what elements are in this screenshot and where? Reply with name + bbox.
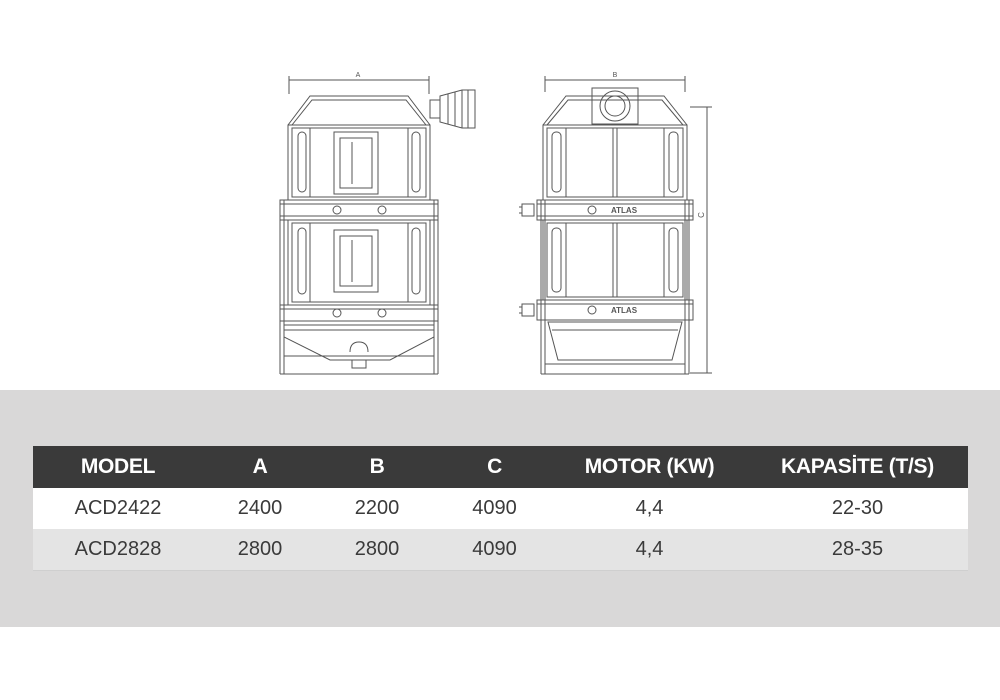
- side-view: [519, 76, 712, 374]
- header-motor: MOTOR (KW): [552, 446, 747, 488]
- table-header-row: [33, 446, 968, 488]
- dimension-c-label: C: [697, 212, 706, 218]
- table-row: [33, 488, 968, 529]
- cell-a: 2400: [203, 488, 317, 529]
- header-model: MODEL: [33, 446, 203, 488]
- brand-label-lower: ATLAS: [610, 306, 638, 315]
- table-row: [33, 529, 968, 571]
- brand-label-upper: ATLAS: [610, 206, 638, 215]
- spec-table: [33, 446, 968, 571]
- header-capacity: KAPASİTE (T/S): [747, 446, 968, 488]
- cell-b: 2200: [317, 488, 437, 529]
- cell-model: ACD2422: [33, 488, 203, 529]
- cell-motor: 4,4: [552, 529, 747, 571]
- cell-c: 4090: [437, 529, 552, 571]
- cell-capacity: 22-30: [747, 488, 968, 529]
- cell-capacity: 28-35: [747, 529, 968, 571]
- cell-a: 2800: [203, 529, 317, 571]
- cell-b: 2800: [317, 529, 437, 571]
- cell-motor: 4,4: [552, 488, 747, 529]
- header-a: A: [203, 446, 317, 488]
- header-c: C: [437, 446, 552, 488]
- front-view: [280, 76, 475, 374]
- cell-c: 4090: [437, 488, 552, 529]
- dimension-a-label: A: [355, 72, 361, 79]
- header-b: B: [317, 446, 437, 488]
- cell-model: ACD2828: [33, 529, 203, 571]
- dimension-b-label: B: [612, 72, 618, 79]
